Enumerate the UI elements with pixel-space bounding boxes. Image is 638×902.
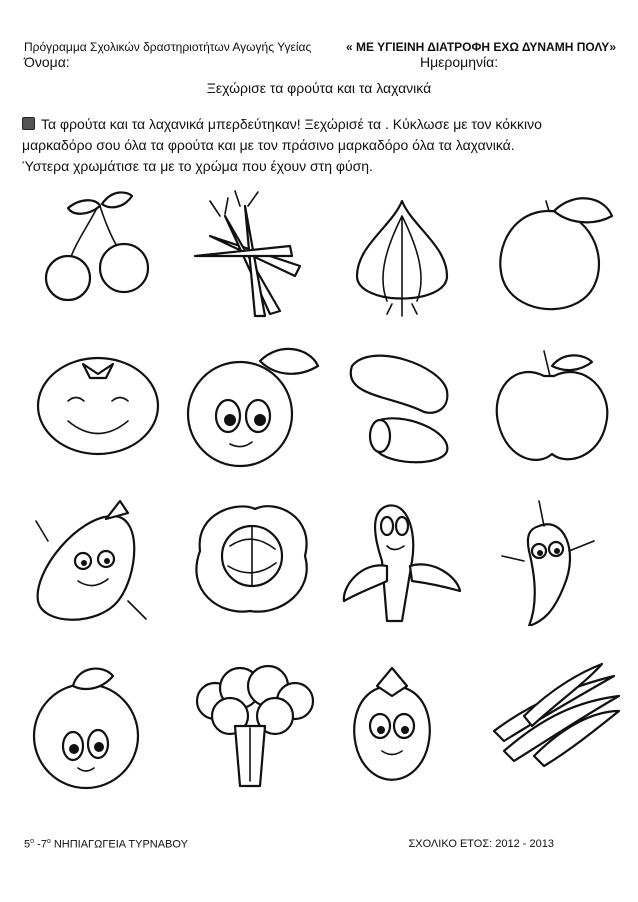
program-title: Πρόγραμμα Σχολικών δραστηριοτήτων Αγωγής Υγείας <box>24 40 312 54</box>
school-year: ΣΧΟΛΙΚΟ ΕΤΟΣ: 2012 - 2013 <box>408 838 554 850</box>
instruction-line-1: Τα φρούτα και τα λαχανικά μπερδεύτηκαν! Ξεχώρισέ τα . Κύκλωσε με τον κόκκινο <box>22 114 622 135</box>
bullet-icon <box>22 117 35 130</box>
peach-icon[interactable] <box>484 186 624 321</box>
school-name: $5^o$ $-7^o$ ΝΗΠΙΑΓΩΓΕΙΑ ΤΥΡΝΑΒΟΥ <box>24 838 188 851</box>
apple-icon[interactable] <box>484 336 624 471</box>
onion-icon[interactable] <box>332 186 472 321</box>
orange-face-icon[interactable] <box>180 336 320 471</box>
instructions <box>22 114 622 177</box>
eggplant-icon[interactable] <box>28 491 168 626</box>
name-label: Όνομα: <box>24 54 70 70</box>
banana-icon[interactable] <box>332 491 472 626</box>
broccoli-icon[interactable] <box>180 656 320 791</box>
cherries-icon[interactable] <box>28 186 168 321</box>
worksheet-title: Ξεχώρισε τα φρούτα και τα λαχανικά <box>206 80 432 96</box>
orange-icon[interactable] <box>28 656 168 791</box>
pepper-icon[interactable] <box>484 491 624 626</box>
tomato-icon[interactable] <box>28 336 168 471</box>
date-label: Ημερομηνία: <box>420 54 499 70</box>
instruction-line-3: Ύστερα χρωμάτισε τα με το χρώμα που έχουν στη φύση. <box>22 158 373 174</box>
project-title: « ΜΕ ΥΓΙΕΙΝΗ ΔΙΑΤΡΟΦΗ ΕΧΩ ΔΥΝΑΜΗ ΠΟΛΥ» <box>345 40 616 54</box>
strawberry-icon[interactable] <box>332 656 472 791</box>
carrots-icon[interactable] <box>180 186 320 321</box>
instruction-line-2: μαρκαδόρο σου όλα τα φρούτα και με τον πράσινο μαρκαδόρο όλα τα λαχανικά. <box>22 137 515 153</box>
zucchini-icon[interactable] <box>332 336 472 471</box>
green-beans-icon[interactable] <box>484 656 624 791</box>
cabbage-icon[interactable] <box>180 491 320 626</box>
